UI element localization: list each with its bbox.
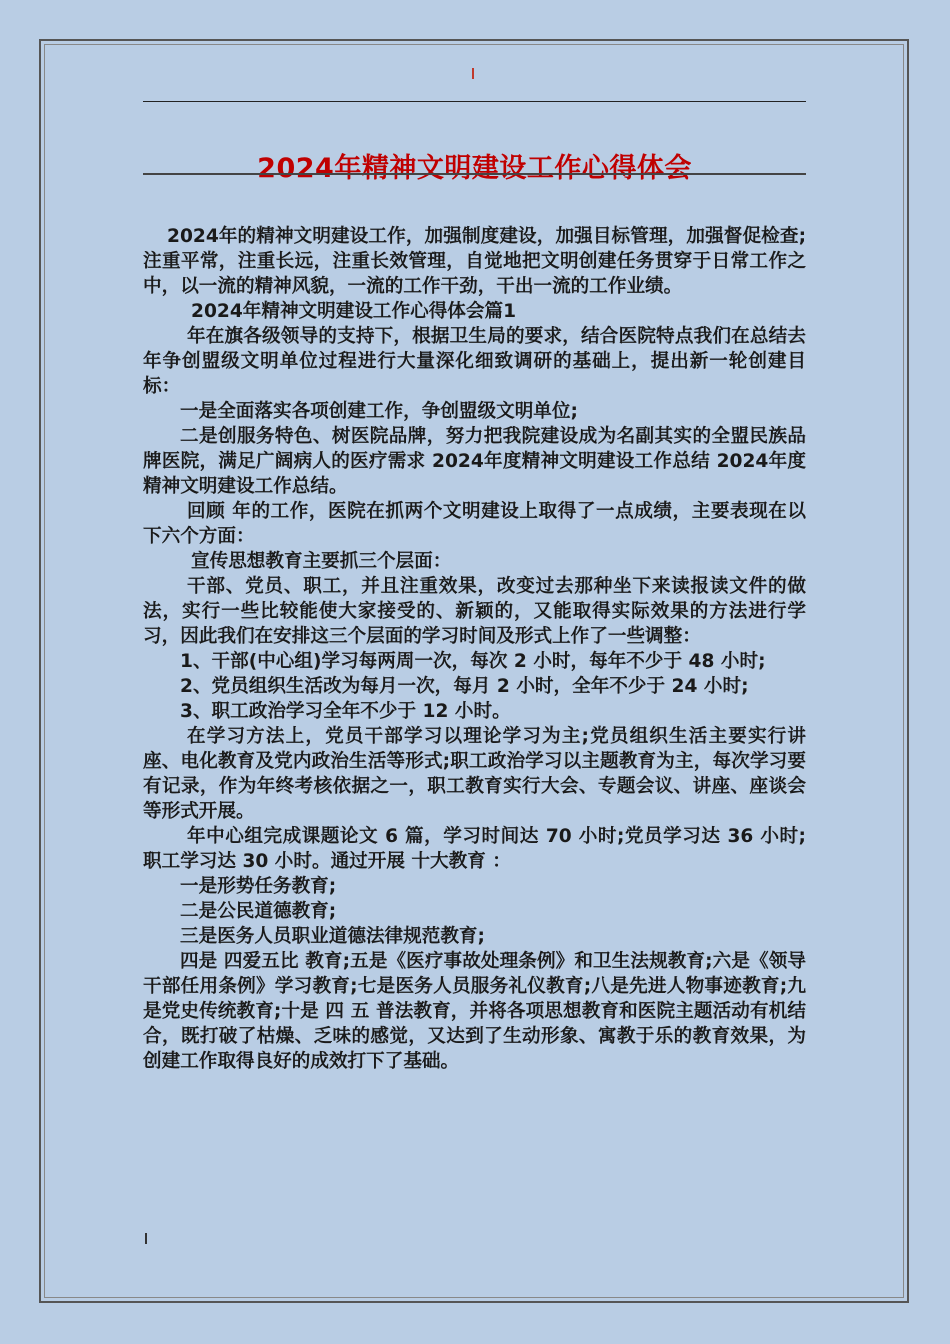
paragraph-list-item: 一是形势任务教育; [180, 876, 337, 897]
paragraph-list-item: 3、职工政治学习全年不少于 12 小时。 [180, 701, 511, 722]
paragraph-list-item: 二是公民道德教育; [180, 901, 337, 922]
document-body [143, 224, 806, 1074]
paragraph-body: 干部、党员、职工，并且注重效果，改变过去那种坐下来读报读文件的做法，实行一些比较能使大家接受的、新颖的，又能取得实际效果的方法进行学习，因此我们在安排这三个层面的学习时间及形式上作了一些调整： [143, 576, 806, 647]
paragraph-body: 回顾 年的工作，医院在抓两个文明建设上取得了一点成绩，主要表现在以下六个方面： [143, 501, 806, 547]
paragraph-body: 一是全面落实各项创建工作，争创盟级文明单位; [180, 401, 578, 422]
paragraph-body: 二是创服务特色、树医院品牌，努力把我院建设成为名副其实的全盟民族品牌医院，满足广阔病人的医疗需求 2024年度精神文明建设工作总结 2024年度精神文明建设工作总结。 [143, 426, 806, 497]
title-underline [143, 173, 806, 175]
paragraph-list-item: 三是医务人员职业道德法律规范教育; [180, 926, 485, 947]
paragraph-list-item: 1、干部(中心组)学习每两周一次，每次 2 小时，每年不少于 48 小时; [180, 651, 766, 672]
paragraph-list-item: 2、党员组织生活改为每月一次，每月 2 小时，全年不少于 24 小时; [180, 676, 749, 697]
footer-mark [145, 1233, 147, 1244]
paragraph-body: 四是 四爱五比 教育;五是《医疗事故处理条例》和卫生法规教育;六是《领导干部任用条例》学习教育;七是医务人员服务礼仪教育;八是先进人物事迹教育;九是党史传统教育;十是 四 五 普法教育，并将各项思想教育和医院主题活动有机结合，既打破了枯燥、乏味的感觉，又达到了生动形象、寓教于乐的教育效果，为创建工作取得良好的成效打下了基础。 [143, 951, 806, 1072]
paragraph-body: 年在旗各级领导的支持下，根据卫生局的要求，结合医院特点我们在总结去年争创盟级文明单位过程进行大量深化细致调研的基础上，提出新一轮创建目标： [143, 326, 806, 397]
header-mark [472, 68, 474, 79]
paragraph-body: 宣传思想教育主要抓三个层面： [191, 551, 452, 572]
paragraph-intro: 2024年的精神文明建设工作，加强制度建设，加强目标管理，加强督促检查;注重平常，注重长远，注重长效管理，自觉地把文明创建任务贯穿于日常工作之中，以一流的精神风貌，一流的工作干劲，干出一流的工作业绩。 [143, 226, 806, 297]
document-title: 2024年精神文明建设工作心得体会 [257, 153, 692, 185]
paragraph-body: 年中心组完成课题论文 6 篇，学习时间达 70 小时;党员学习达 36 小时;职工学习达 30 小时。通过开展 十大教育 ： [143, 826, 806, 872]
paragraph-body: 在学习方法上，党员干部学习以理论学习为主;党员组织生活主要实行讲座、电化教育及党内政治生活等形式;职工政治学习以主题教育为主，每次学习要有记录，作为年终考核依据之一，职工教育实行大会、专题会议、讲座、座谈会等形式开展。 [143, 726, 806, 822]
header-rule [143, 101, 806, 102]
paragraph-section-heading: 2024年精神文明建设工作心得体会篇1 [191, 301, 517, 322]
